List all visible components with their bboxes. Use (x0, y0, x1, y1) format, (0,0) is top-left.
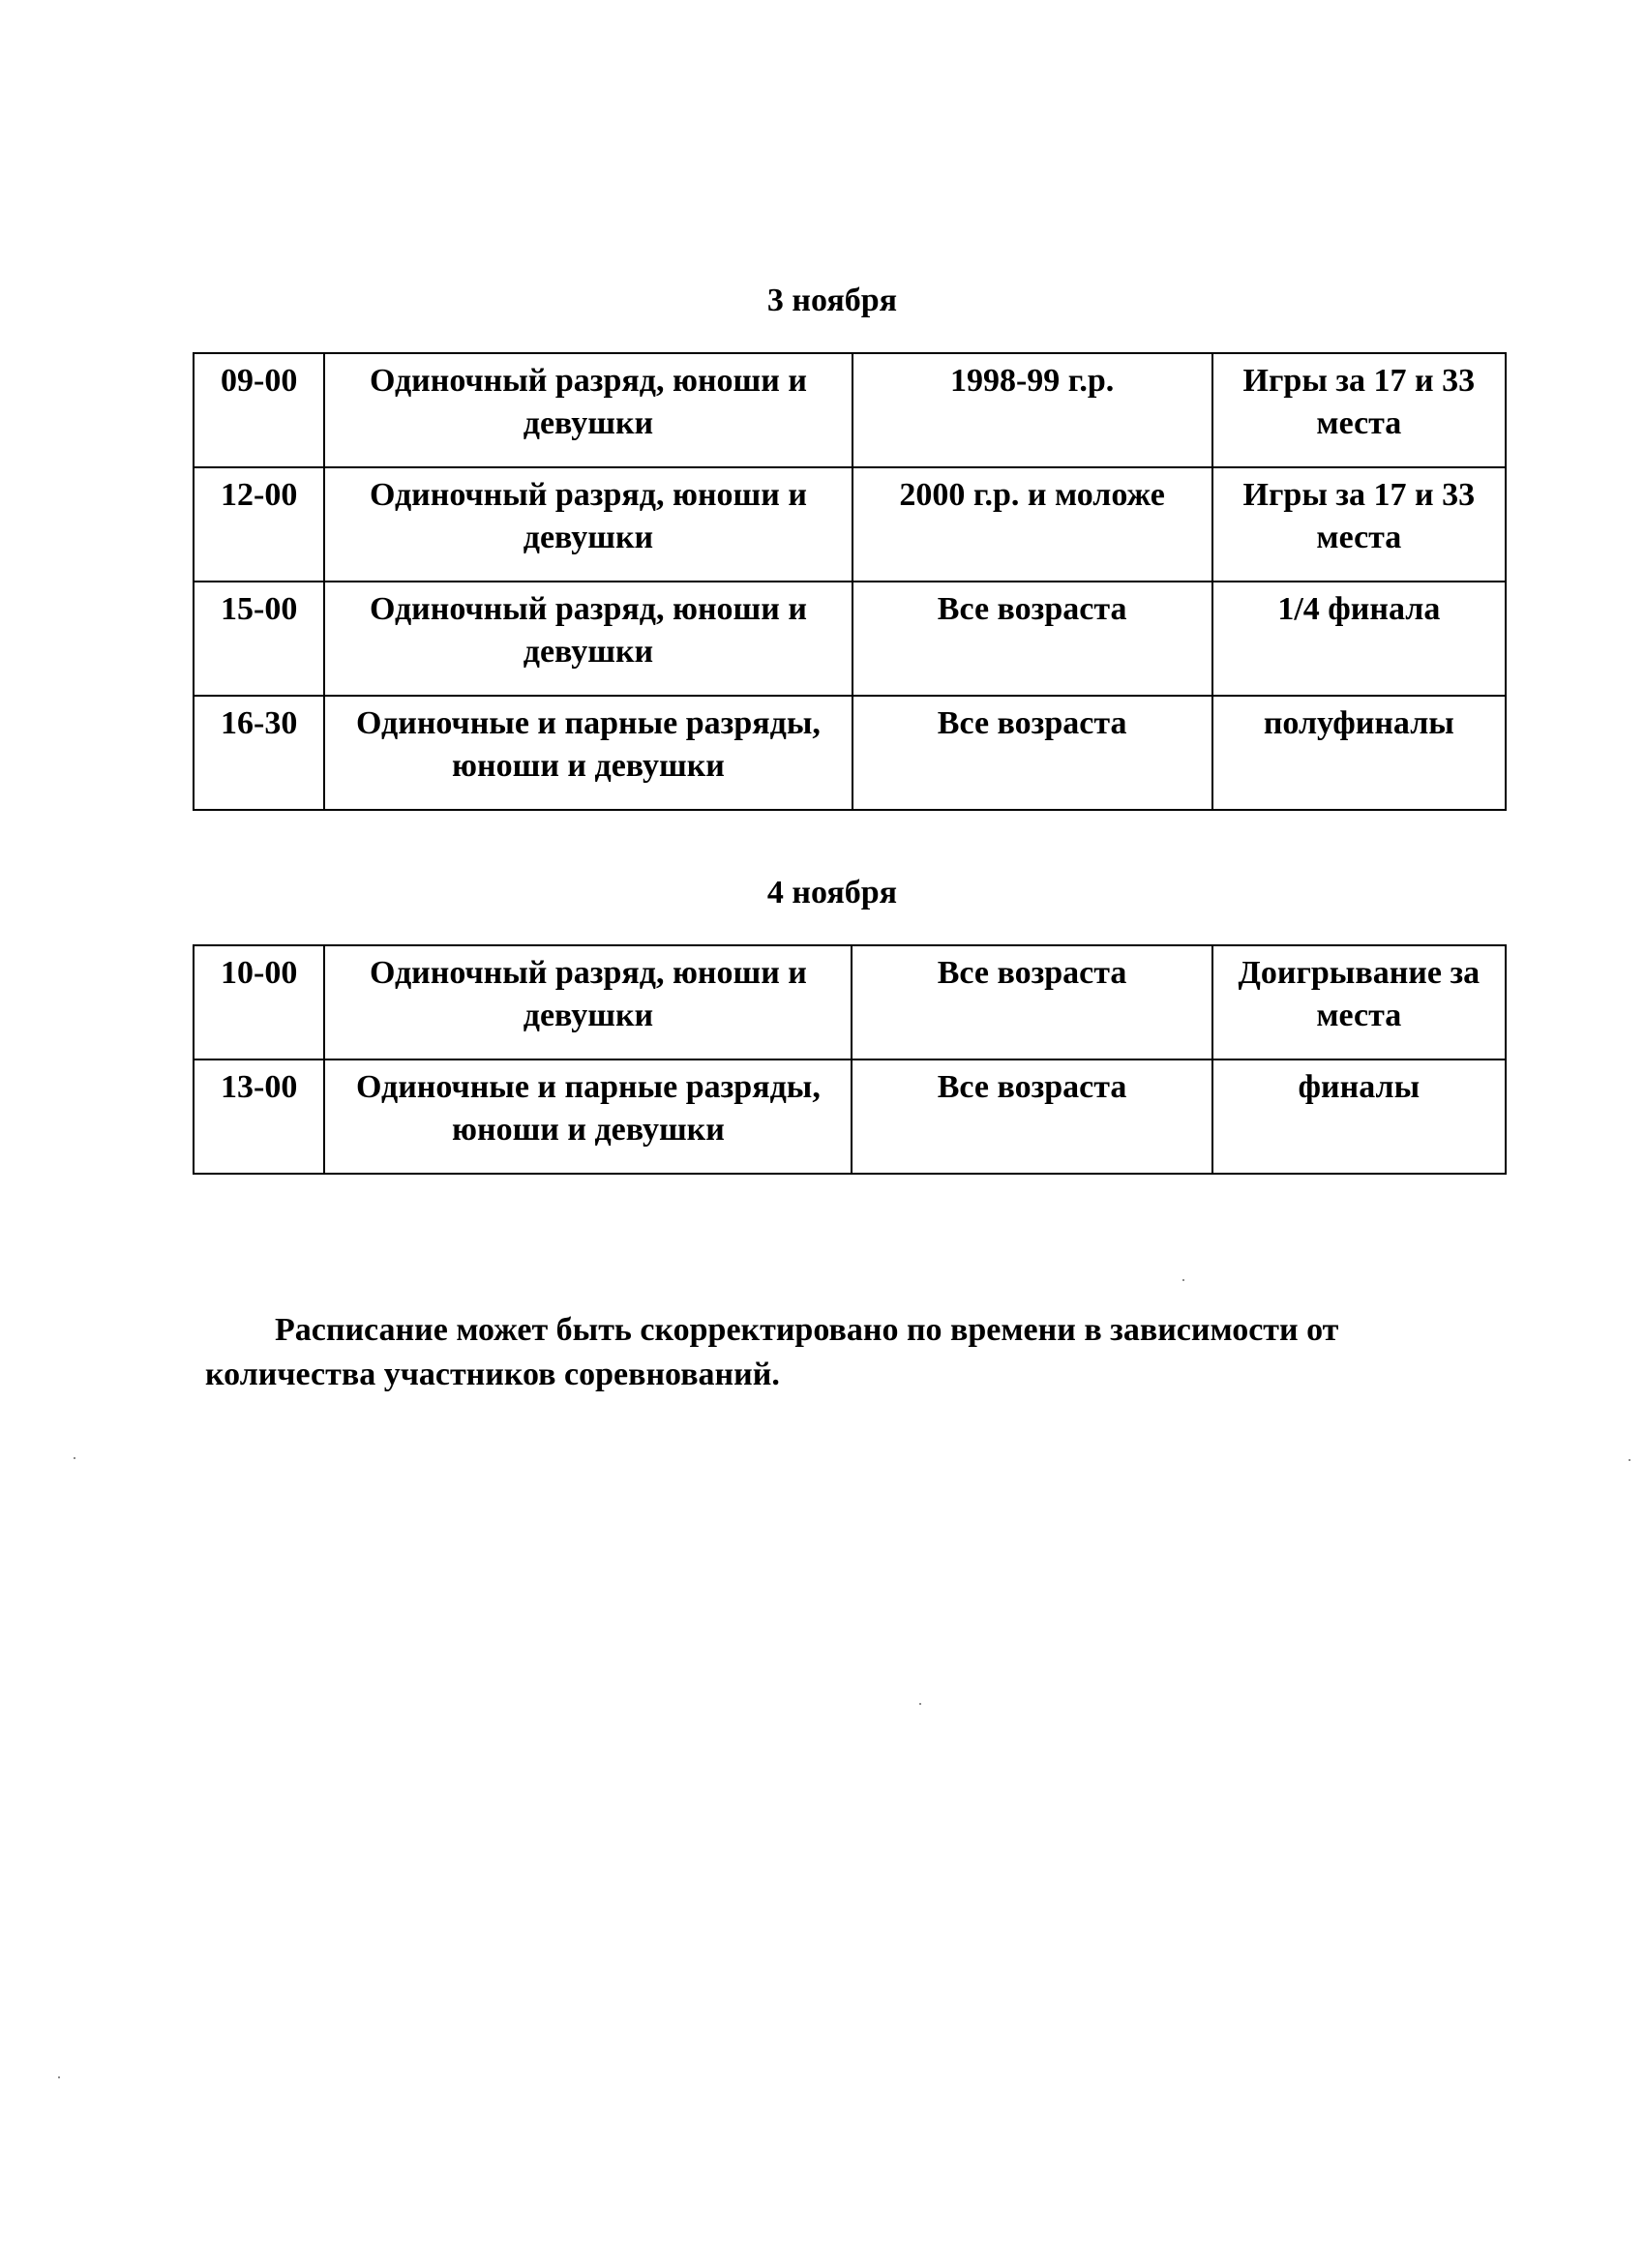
event-cell: Одиночные и парные разряды, юноши и девушки (324, 696, 852, 810)
schedule-table-nov-3 (193, 352, 1507, 811)
time-cell: 10-00 (194, 945, 324, 1059)
scan-speck (74, 1457, 75, 1459)
table-row (194, 945, 1506, 1059)
time-cell: 09-00 (194, 353, 324, 467)
age-cell: 1998-99 г.р. (852, 353, 1212, 467)
age-cell: 2000 г.р. и моложе (852, 467, 1212, 582)
table-row (194, 353, 1506, 467)
scan-speck (58, 2076, 60, 2078)
time-cell: 16-30 (194, 696, 324, 810)
table-row (194, 696, 1506, 810)
table-row (194, 582, 1506, 696)
stage-cell: полуфиналы (1212, 696, 1506, 810)
scan-speck (1629, 1459, 1630, 1461)
time-cell: 12-00 (194, 467, 324, 582)
scan-speck (919, 1703, 921, 1705)
event-cell: Одиночный разряд, юноши и девушки (324, 353, 852, 467)
table-row (194, 467, 1506, 582)
stage-cell: Игры за 17 и 33 места (1212, 467, 1506, 582)
event-cell: Одиночный разряд, юноши и девушки (324, 945, 852, 1059)
time-cell: 13-00 (194, 1059, 324, 1174)
stage-cell: Игры за 17 и 33 места (1212, 353, 1506, 467)
schedule-note (205, 1308, 1492, 1397)
scan-speck (1182, 1279, 1184, 1281)
day-title-nov-4: 4 ноября (766, 875, 898, 910)
schedule-table-nov-4 (193, 944, 1507, 1175)
stage-cell: 1/4 финала (1212, 582, 1506, 696)
note-text: Расписание может быть скорректировано по времени в зависимости от количества участников соревнований. (205, 1312, 1339, 1392)
day-title-nov-3: 3 ноября (766, 283, 898, 318)
age-cell: Все возраста (852, 1059, 1211, 1174)
stage-cell: финалы (1212, 1059, 1506, 1174)
age-cell: Все возраста (852, 582, 1212, 696)
age-cell: Все возраста (852, 696, 1212, 810)
event-cell: Одиночный разряд, юноши и девушки (324, 582, 852, 696)
time-cell: 15-00 (194, 582, 324, 696)
table-row (194, 1059, 1506, 1174)
event-cell: Одиночные и парные разряды, юноши и девушки (324, 1059, 852, 1174)
stage-cell: Доигрывание за места (1212, 945, 1506, 1059)
event-cell: Одиночный разряд, юноши и девушки (324, 467, 852, 582)
age-cell: Все возраста (852, 945, 1211, 1059)
